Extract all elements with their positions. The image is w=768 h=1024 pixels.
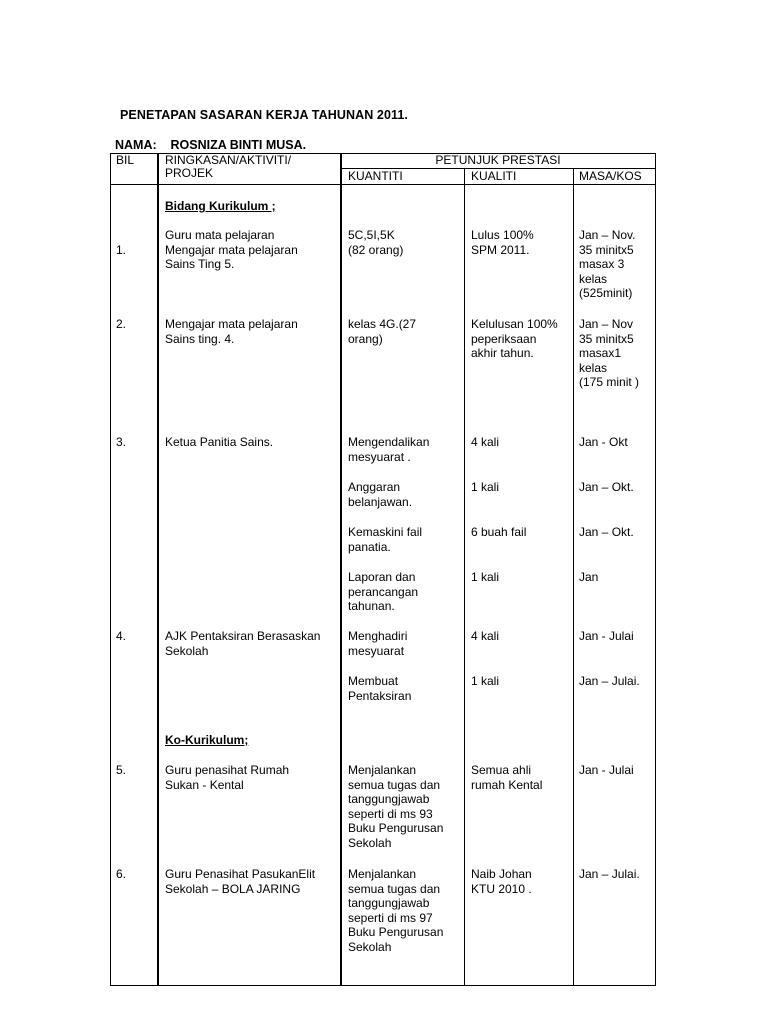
row-quantity: Menghadiri mesyuarat bbox=[348, 629, 408, 658]
col-divider-quality bbox=[573, 168, 574, 986]
section-title-kokurikulum: Ko-Kurikulum; bbox=[165, 733, 249, 747]
row-activity: Guru mata pelajaran Mengajar mata pelajaran Sains Ting 5. bbox=[165, 228, 298, 271]
row-bil: 2. bbox=[116, 317, 127, 331]
row-activity: AJK Pentaksiran Berasaskan Sekolah bbox=[165, 629, 321, 658]
row-bil: 6. bbox=[116, 867, 127, 881]
row-time: Jan – Julai. bbox=[579, 867, 640, 881]
row-bil: 5. bbox=[116, 763, 127, 777]
header-quantity: KUANTITI bbox=[348, 169, 403, 183]
row-quality: Kelulusan 100% peperiksaan akhir tahun. bbox=[471, 317, 558, 360]
row-quality: Lulus 100% SPM 2011. bbox=[471, 228, 534, 257]
section-title-kurikulum: Bidang Kurikulum ; bbox=[165, 199, 276, 213]
row-quality: 1 kali bbox=[471, 480, 500, 494]
col-divider-bil bbox=[157, 153, 159, 986]
name-line bbox=[115, 138, 306, 152]
name-value: ROSNIZA BINTI MUSA. bbox=[170, 138, 307, 152]
row-time: Jan - Julai bbox=[579, 763, 634, 777]
target-table bbox=[110, 153, 656, 986]
header-activity: RINGKASAN/AKTIVITI/ PROJEK bbox=[165, 153, 292, 180]
header-bottom-line bbox=[110, 184, 656, 185]
row-bil: 4. bbox=[116, 629, 127, 643]
row-time: Jan – Okt. bbox=[579, 480, 634, 494]
row-quantity: Kemaskini fail panatia. bbox=[348, 525, 423, 554]
row-quantity: Membuat Pentaksiran bbox=[348, 674, 412, 703]
row-quantity: Anggaran belanjawan. bbox=[348, 480, 413, 509]
document-title: PENETAPAN SASARAN KERJA TAHUNAN 2011. bbox=[120, 108, 409, 122]
row-bil: 1. bbox=[116, 243, 127, 257]
row-quantity: Menjalankan semua tugas dan tanggungjawab seperti di ms 97 Buku Pengurusan Sekolah bbox=[348, 867, 444, 954]
row-time: Jan - Okt bbox=[579, 435, 628, 449]
row-quality: 4 kali bbox=[471, 629, 500, 643]
col-divider-activity bbox=[340, 153, 342, 986]
row-activity: Guru penasihat Rumah Sukan - Kental bbox=[165, 763, 290, 792]
row-activity: Mengajar mata pelajaran Sains ting. 4. bbox=[165, 317, 298, 346]
row-quality: 1 kali bbox=[471, 570, 500, 584]
row-quality: Naib Johan KTU 2010 . bbox=[471, 867, 532, 896]
header-time-cost: MASA/KOS bbox=[579, 169, 642, 183]
row-quality: 1 kali bbox=[471, 674, 500, 688]
table-border-bottom bbox=[110, 985, 656, 986]
col-divider-quantity bbox=[464, 168, 465, 986]
row-quantity: Laporan dan perancangan tahunan. bbox=[348, 570, 419, 613]
row-time: Jan - Julai bbox=[579, 629, 634, 643]
row-activity: Ketua Panitia Sains. bbox=[165, 435, 274, 449]
row-time: Jan – Nov. 35 minitx5 masax 3 kelas (525minit) bbox=[579, 228, 636, 300]
table-border-left bbox=[110, 153, 111, 986]
row-bil: 3. bbox=[116, 435, 127, 449]
header-bil: BIL bbox=[116, 153, 135, 167]
row-time: Jan bbox=[579, 570, 599, 584]
row-activity: Guru Penasihat PasukanElit Sekolah – BOLA JARING bbox=[165, 867, 316, 896]
row-quantity: 5C,5I,5K (82 orang) bbox=[348, 228, 404, 257]
name-label: NAMA: bbox=[115, 138, 157, 152]
row-quantity: kelas 4G.(27 orang) bbox=[348, 317, 417, 346]
header-indicator: PETUNJUK PRESTASI bbox=[435, 153, 561, 167]
header-quality: KUALITI bbox=[471, 169, 517, 183]
row-quantity: Mengendalikan mesyuarat . bbox=[348, 435, 430, 464]
row-quality: 4 kali bbox=[471, 435, 500, 449]
row-time: Jan – Julai. bbox=[579, 674, 640, 688]
row-quality: Semua ahli rumah Kental bbox=[471, 763, 543, 792]
row-time: Jan – Okt. bbox=[579, 525, 634, 539]
row-quantity: Menjalankan semua tugas dan tanggungjawab seperti di ms 93 Buku Pengurusan Sekolah bbox=[348, 763, 444, 850]
row-quality: 6 buah fail bbox=[471, 525, 527, 539]
table-border-right bbox=[655, 153, 656, 986]
row-time: Jan – Nov 35 minitx5 masax1 kelas (175 minit ) bbox=[579, 317, 640, 389]
